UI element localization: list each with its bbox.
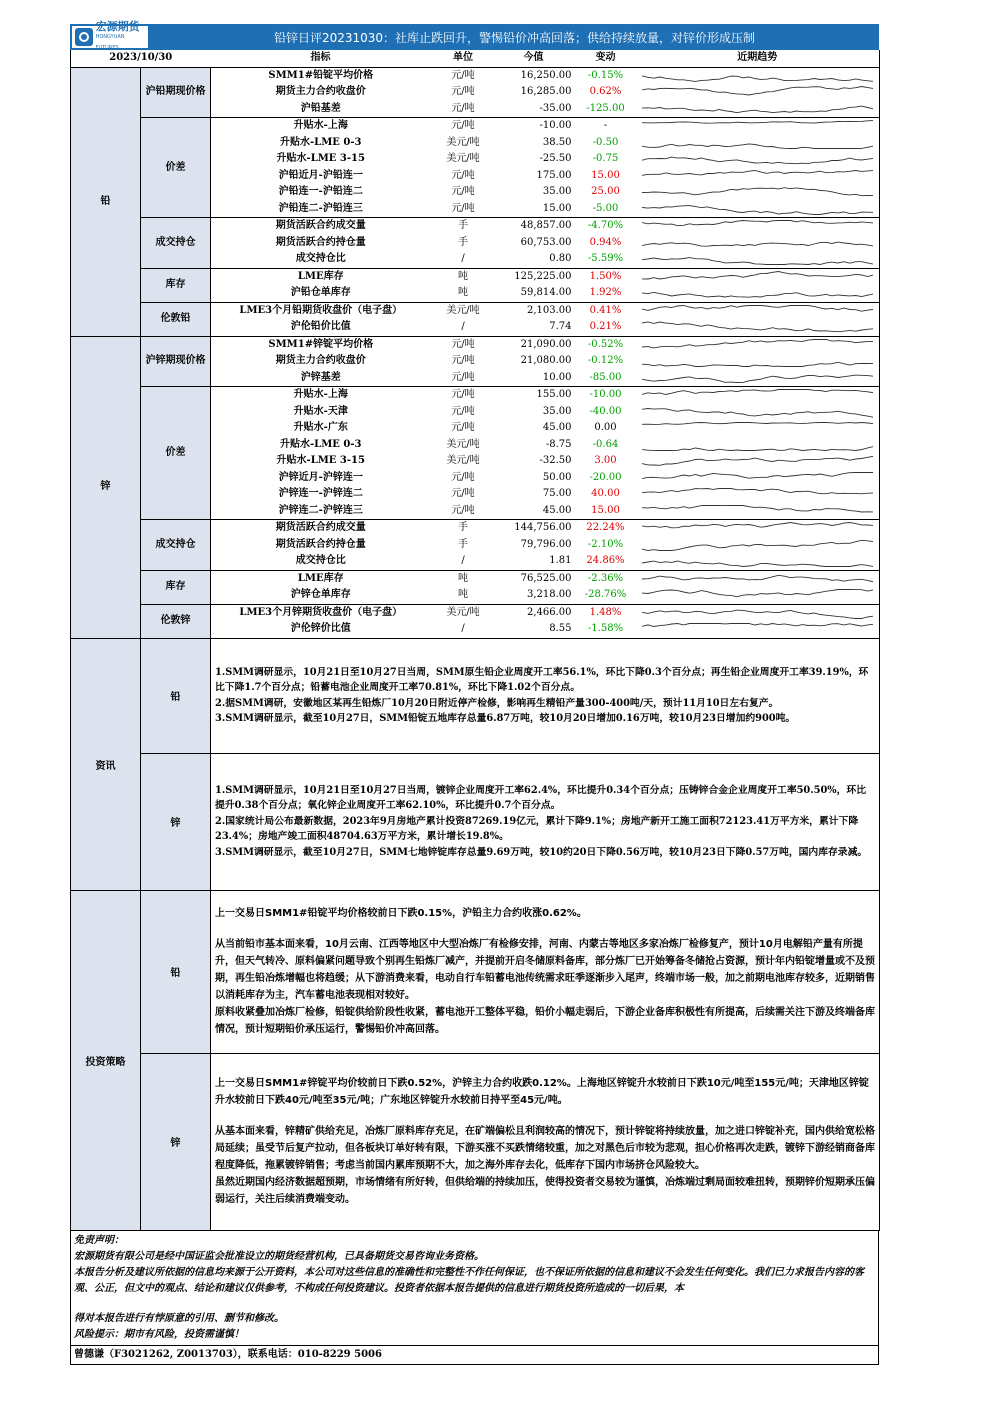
value-cell: -10.00 [539, 120, 572, 132]
trend-cell [636, 470, 880, 487]
trend-sparkline [642, 487, 874, 501]
company-name: 宏源期货 [95, 19, 140, 33]
trend-cell [636, 101, 880, 118]
value-cell: 35.00 [542, 405, 572, 417]
unit-cell: / [431, 621, 496, 638]
trend-cell [636, 168, 880, 185]
company-logo [72, 19, 148, 51]
trend-sparkline [642, 405, 874, 419]
indicator-name: 沪锌连二-沪锌连三 [211, 503, 431, 520]
indicator-name: SMM1#锌锭平均价格 [268, 338, 374, 350]
indicator-name: LME3个月锌期货收盘价（电子盘） [239, 606, 403, 618]
change-cell: -1.58% [576, 621, 636, 638]
category-cell: 锌 [71, 336, 141, 638]
indicator-name: LME库存 [297, 572, 344, 584]
unit-cell: / [431, 319, 496, 336]
news-lead-item: 3.SMM调研显示，截至10月27日，SMM铅锭五地库存总量6.87万吨，较10月20日增加0.16万吨，较10月23日增加约900吨。 [215, 713, 796, 724]
change-cell: 0.94% [589, 236, 622, 248]
change-cell: 15.00 [576, 503, 636, 520]
unit-cell: / [431, 553, 496, 570]
trend-sparkline [642, 304, 874, 318]
trend-cell [636, 319, 880, 336]
value-cell: 10.00 [496, 370, 576, 387]
change-cell: 1.48% [589, 606, 622, 618]
strategy-zinc-label: 锌 [141, 1053, 211, 1230]
value-cell: 16,285.00 [520, 86, 572, 98]
trend-sparkline [642, 169, 874, 183]
unit-cell: 美元/吨 [446, 606, 480, 618]
value-cell: 76,525.00 [520, 572, 572, 584]
trend-sparkline [642, 85, 874, 99]
value-cell: 79,796.00 [520, 538, 572, 550]
change-cell: -0.50 [592, 136, 619, 148]
change-cell: -0.12% [587, 355, 624, 367]
unit-cell: 吨 [458, 572, 468, 584]
indicator-name: 升贴水-上海 [293, 120, 348, 132]
value-cell: 48,857.00 [520, 220, 572, 232]
col-unit: 单位 [431, 50, 496, 67]
news-lead-row [71, 639, 880, 754]
trend-sparkline [642, 119, 874, 133]
strategy-lead-label: 铅 [141, 890, 211, 1053]
trend-cell [636, 420, 880, 437]
strategy-lead-body [211, 890, 880, 1053]
change-cell: 15.00 [591, 169, 620, 181]
change-cell: -28.76% [576, 587, 636, 604]
trend-cell [636, 285, 880, 302]
trend-cell [636, 621, 880, 638]
change-cell: -10.00 [589, 389, 622, 401]
unit-cell: 吨 [458, 270, 468, 282]
unit-cell: 元/吨 [451, 169, 475, 181]
trend-sparkline [642, 538, 874, 552]
strategy-lead-para: 从当前铅市基本面来看，10月云南、江西等地区中大型冶炼厂有检修安排，河南、内蒙古等地区多家冶炼厂检修复产，预计10月电解铅产量有所提升，但天气转冷、原料偏紧问题导致个别再生铅炼厂减产，并提前开启冬储原料备库，部分炼厂已开始筹备冬储抢占资源，预计年内铅锭增量或不及预期，再生铅冶炼增幅也将趋缓；从下游消费来看，电动自行车铅蓄电池传统需求旺季逐渐步入尾声，终端市场一般，加之前期电池库存较多，近期销售以消耗库存为主，汽车蓄电池表现相对较好。 [215, 939, 875, 1001]
trend-sparkline [642, 69, 874, 83]
value-cell: 45.00 [496, 503, 576, 520]
change-cell: 3.00 [594, 455, 617, 467]
indicator-name: 升贴水-LME 3-15 [276, 455, 365, 467]
change-cell: -85.00 [576, 370, 636, 387]
table-row [71, 520, 880, 537]
trend-cell [636, 184, 880, 201]
trend-cell [636, 235, 880, 252]
trend-cell [636, 404, 880, 421]
trend-sparkline [642, 252, 874, 266]
news-table [70, 639, 880, 1231]
unit-cell: 美元/吨 [446, 153, 480, 165]
trend-sparkline [642, 421, 874, 435]
change-cell: -0.15% [587, 69, 624, 81]
change-cell: -5.59% [576, 251, 636, 268]
unit-cell: 元/吨 [451, 120, 475, 132]
report-sheet [70, 19, 879, 1365]
trend-cell [636, 520, 880, 537]
indicator-name: 沪锌近月-沪锌连一 [278, 471, 363, 483]
unit-cell: 元/吨 [451, 186, 475, 198]
unit-cell: 美元/吨 [446, 438, 480, 450]
table-row [71, 302, 880, 319]
group-cell: 价差 [141, 118, 211, 218]
trend-sparkline [642, 202, 874, 216]
table-row [71, 336, 880, 353]
change-cell: -125.00 [576, 101, 636, 118]
trend-sparkline [642, 572, 874, 586]
trend-cell [636, 135, 880, 152]
change-cell: -0.64 [592, 438, 619, 450]
value-cell: -35.00 [496, 101, 576, 118]
trend-sparkline [642, 354, 874, 368]
trend-cell [636, 268, 880, 285]
change-cell: -4.70% [587, 220, 624, 232]
trend-cell [636, 353, 880, 370]
unit-cell: 元/吨 [451, 488, 475, 500]
indicator-name: 升贴水-上海 [293, 389, 348, 401]
unit-cell: 吨 [431, 587, 496, 604]
value-cell: 0.80 [496, 251, 576, 268]
indicator-name: 升贴水-天津 [293, 405, 348, 417]
trend-sparkline [642, 102, 874, 116]
report-date: 2023/10/30 [71, 50, 211, 67]
value-cell: -32.50 [539, 455, 572, 467]
strategy-zinc-para: 虽然近期国内经济数据超预期，市场情绪有所好转，但供给端的持续加压，使得投资者交易较为谨慎，冶炼端过剩局面较难扭转，预期锌价短期承压偏弱运行，关注后续消费端变动。 [215, 1177, 875, 1205]
unit-cell: 元/吨 [431, 503, 496, 520]
unit-cell: 吨 [431, 285, 496, 302]
indicator-name: 升贴水-广东 [293, 422, 348, 434]
unit-cell: 元/吨 [451, 355, 475, 367]
disclaimer-line: 宏源期货有限公司是经中国证监会批准设立的期货经营机构，已具备期货交易咨询业务资格。 [74, 1250, 484, 1262]
report-header [70, 19, 879, 51]
trend-cell [636, 570, 880, 587]
trend-sparkline [642, 504, 874, 518]
indicator-name: 沪锌基差 [211, 370, 431, 387]
indicator-name: 沪铅连一-沪铅连二 [278, 186, 363, 198]
indicator-name: 期货活跃合约持仓量 [275, 236, 366, 248]
indicator-name: 成交持仓比 [211, 553, 431, 570]
col-today: 今值 [496, 50, 576, 67]
change-cell: -20.00 [589, 471, 622, 483]
change-cell: -40.00 [589, 405, 622, 417]
contact-info: 曾德谦（F3021262, Z0013703），联系电话：010-8229 5006 [70, 1346, 879, 1365]
news-lead-item: 2.据SMM调研，安徽地区某再生铅炼厂10月20日附近停产检修，影响再生精铅产量300-400吨/天，预计11月10日左右复产。 [215, 697, 779, 709]
report-title: 铅锌日评20231030：社库止跌回升，警惕铅价冲高回落；供给持续放量，对锌价形成压制 [273, 31, 756, 45]
indicator-name: 期货活跃合约持仓量 [275, 538, 366, 550]
change-cell: 0.21% [576, 319, 636, 336]
indicator-name: 升贴水-LME 3-15 [276, 153, 365, 165]
table-row [71, 118, 880, 135]
group-cell: 库存 [141, 268, 211, 302]
indicator-name: 沪铅连二-沪铅连三 [211, 201, 431, 218]
value-cell: 60,753.00 [520, 236, 572, 248]
trend-cell [636, 251, 880, 268]
trend-sparkline [642, 554, 874, 568]
value-cell: 16,250.00 [520, 69, 572, 81]
unit-cell: 美元/吨 [446, 455, 480, 467]
value-cell: 35.00 [542, 186, 572, 198]
col-change: 变动 [576, 50, 636, 67]
strategy-zinc-para: 从基本面来看，锌精矿供给充足，冶炼厂原料库存充足，在矿端偏松且利润较高的情况下，预计锌锭将持续放量，加之进口锌锭补充，国内供给宽松格局延续；虽受节后复产拉动，但各板块订单好转有限，下游买涨不买跌情绪较重，加之对黑色后市较为悲观，担心价格再次走跌，镀锌下游经销商备库程度降低，拖累镀锌销售；考虑当前国内累库预期不大，加之海外库存去化，低库存下国内市场挤仓风险较大。 [215, 1126, 875, 1171]
news-zinc-row [71, 753, 880, 890]
trend-sparkline [642, 438, 874, 452]
indicator-name: 期货活跃合约成交量 [275, 522, 366, 534]
value-cell: 21,080.00 [520, 355, 572, 367]
change-cell: -2.36% [587, 572, 624, 584]
trend-cell [636, 67, 880, 84]
trend-sparkline [642, 454, 874, 468]
trend-sparkline [642, 338, 874, 352]
trend-cell [636, 336, 880, 353]
trend-sparkline [642, 152, 874, 166]
unit-cell: 元/吨 [451, 405, 475, 417]
value-cell: 21,090.00 [520, 338, 572, 350]
group-cell: 伦敦锌 [141, 604, 211, 638]
change-cell: 1.50% [589, 270, 622, 282]
unit-cell: 元/吨 [451, 422, 475, 434]
value-cell: 144,756.00 [514, 522, 572, 534]
trend-cell [636, 503, 880, 520]
logo-mark-icon [75, 28, 93, 46]
change-cell: 1.92% [576, 285, 636, 302]
change-cell: 24.86% [576, 553, 636, 570]
trend-sparkline [642, 471, 874, 485]
value-cell: 155.00 [536, 389, 572, 401]
value-cell: 2,466.00 [526, 606, 572, 618]
unit-cell: 元/吨 [431, 201, 496, 218]
indicator-name: 升贴水-LME 0-3 [280, 136, 362, 148]
unit-cell: 元/吨 [451, 69, 475, 81]
value-cell: 50.00 [542, 471, 572, 483]
news-zinc-body [211, 753, 880, 890]
trend-sparkline [642, 270, 874, 284]
trend-sparkline [642, 219, 874, 233]
trend-cell [636, 151, 880, 168]
unit-cell: 美元/吨 [446, 304, 480, 316]
trend-sparkline [642, 521, 874, 535]
unit-cell: 手 [458, 236, 468, 248]
change-cell: - [603, 120, 608, 132]
news-lead-item: 1.SMM调研显示，10月21日至10月27日当周，SMM原生铅企业周度开工率56.1%，环比下降0.3个百分点；再生铅企业周度开工率39.19%，环比下降1.7个百分点；铅蓄电池企业周度开工率70.81%，环比下降1.02个百分点。 [215, 666, 869, 693]
trend-cell [636, 302, 880, 319]
disclaimer [70, 1231, 879, 1346]
value-cell: 75.00 [542, 488, 572, 500]
strategy-lead-para: 上一交易日SMM1#铅锭平均价格较前日下跌0.15%，沪铅主力合约收涨0.62%。 [215, 908, 587, 919]
indicator-name: 升贴水-LME 0-3 [280, 438, 362, 450]
trend-cell [636, 370, 880, 387]
trend-cell [636, 218, 880, 235]
unit-cell: 手 [458, 538, 468, 550]
group-cell: 伦敦铅 [141, 302, 211, 336]
change-cell: 22.24% [586, 522, 625, 534]
value-cell: 45.00 [542, 422, 572, 434]
trend-cell [636, 486, 880, 503]
value-cell: 15.00 [496, 201, 576, 218]
indicator-name: 期货主力合约收盘价 [275, 355, 366, 367]
trend-sparkline [642, 136, 874, 150]
col-indicator: 指标 [211, 50, 431, 67]
disclaimer-line: 本报告分析及建议所依据的信息均来源于公开资料，本公司对这些信息的准确性和完整性不作任何保证，也不保证所依据的信息和建议不会发生任何变化。我们已力求报告内容的客观、公正，但文中的观点、结论和建议仅供参考，不构成任何投资建议。投资者依据本报告提供的信息进行期货投资所造成的一切后果，本 [74, 1266, 864, 1294]
market-data-table [70, 50, 880, 639]
group-cell: 成交持仓 [141, 218, 211, 269]
strategy-zinc-body [211, 1053, 880, 1230]
trend-cell [636, 84, 880, 101]
trend-sparkline [642, 286, 874, 300]
table-row [71, 67, 880, 84]
indicator-name: 沪伦铅价比值 [211, 319, 431, 336]
strategy-lead-para: 原料收紧叠加冶炼厂检修，铅锭供给阶段性收紧，蓄电池开工整体平稳，铅价小幅走弱后，下游企业备库积极性有所提高，后续需关注下游及终端备库情况，预计短期铅价承压运行，警惕铅价冲高回落。 [215, 1007, 875, 1035]
trend-sparkline [642, 371, 874, 385]
trend-sparkline [642, 185, 874, 199]
change-cell: -5.00 [576, 201, 636, 218]
news-category: 资讯 [71, 639, 141, 891]
trend-cell [636, 453, 880, 470]
table-row [71, 218, 880, 235]
indicator-name: 成交持仓比 [211, 251, 431, 268]
trend-cell [636, 553, 880, 570]
trend-cell [636, 118, 880, 135]
indicator-name: 期货活跃合约成交量 [275, 220, 366, 232]
change-cell: 0.62% [589, 86, 622, 98]
change-cell: 40.00 [591, 488, 620, 500]
indicator-name: SMM1#铅锭平均价格 [268, 69, 374, 81]
group-cell: 价差 [141, 387, 211, 520]
unit-cell: 元/吨 [451, 338, 475, 350]
trend-cell [636, 537, 880, 554]
news-zinc-label: 锌 [141, 753, 211, 890]
indicator-name: 沪铅仓单库存 [211, 285, 431, 302]
trend-sparkline [642, 622, 874, 636]
indicator-name: 沪伦锌价比值 [211, 621, 431, 638]
indicator-name: 沪锌仓单库存 [211, 587, 431, 604]
table-row [71, 387, 880, 404]
change-cell: 0.41% [589, 304, 622, 316]
group-cell: 成交持仓 [141, 520, 211, 571]
group-cell: 沪锌期现价格 [141, 336, 211, 387]
unit-cell: 元/吨 [451, 471, 475, 483]
change-cell: -0.75 [592, 153, 619, 165]
indicator-name: LME库存 [297, 270, 344, 282]
trend-cell [636, 604, 880, 621]
group-cell: 库存 [141, 570, 211, 604]
strategy-zinc-row [71, 1053, 880, 1230]
disclaimer-line: 得对本报告进行有悖原意的引用、删节和修改。 [74, 1312, 284, 1324]
change-cell: -0.52% [587, 338, 624, 350]
unit-cell: / [431, 251, 496, 268]
value-cell: 38.50 [542, 136, 572, 148]
disclaimer-title: 免责声明： [74, 1234, 124, 1246]
risk-warning: 风险提示：期市有风险，投资需谨慎！ [74, 1328, 244, 1340]
value-cell: 125,225.00 [514, 270, 572, 282]
indicator-name: 期货主力合约收盘价 [275, 86, 366, 98]
trend-cell [636, 437, 880, 454]
change-cell: 0.00 [594, 422, 617, 434]
col-trend: 近期趋势 [636, 50, 880, 67]
value-cell: 7.74 [496, 319, 576, 336]
news-zinc-item: 2.国家统计局公布最新数据，2023年9月房地产累计投资87269.19亿元，累计下降9.1%；房地产新开工施工面积72123.41万平方米，累计下降23.4%；房地产竣工面积48704.63万平方米，累计增长19.8%。 [215, 815, 859, 843]
unit-cell: 元/吨 [451, 86, 475, 98]
trend-sparkline [642, 388, 874, 402]
trend-sparkline [642, 606, 874, 620]
unit-cell: 元/吨 [431, 370, 496, 387]
trend-sparkline [642, 236, 874, 250]
unit-cell: 美元/吨 [446, 136, 480, 148]
value-cell: 59,814.00 [496, 285, 576, 302]
news-zinc-item: 1.SMM调研显示，10月21日至10月27日当周，镀锌企业周度开工率62.4%，环比提升0.34个百分点；压铸锌合金企业周度开工率50.50%，环比提升0.38个百分点；氧化锌企业周度开工率62.10%，环比提升0.7个百分点。 [215, 784, 866, 812]
news-lead-label: 铅 [141, 639, 211, 754]
value-cell: 8.55 [496, 621, 576, 638]
unit-cell: 手 [458, 220, 468, 232]
group-cell: 沪铅期现价格 [141, 67, 211, 118]
strategy-lead-row [71, 890, 880, 1053]
table-row [71, 570, 880, 587]
unit-cell: 手 [458, 522, 468, 534]
value-cell: -25.50 [539, 153, 572, 165]
table-row [71, 268, 880, 285]
trend-sparkline [642, 588, 874, 602]
indicator-name: 沪铅近月-沪铅连一 [278, 169, 363, 181]
column-header-row [71, 50, 880, 67]
strategy-zinc-para: 上一交易日SMM1#锌锭平均价较前日下跌0.52%，沪锌主力合约收跌0.12%。上海地区锌锭升水较前日下跌10元/吨至155元/吨；天津地区锌锭升水较前日下跌40元/吨至35元/吨；广东地区锌锭升水较前日持平至45元/吨。 [215, 1078, 869, 1106]
news-zinc-item: 3.SMM调研显示，截至10月27日，SMM七地锌锭库存总量9.69万吨，较10约20日下降0.56万吨，较10月23日下降0.57万吨，国内库存录减。 [215, 846, 868, 858]
trend-sparkline [642, 320, 874, 334]
unit-cell: 元/吨 [451, 389, 475, 401]
strategy-category: 投资策略 [71, 890, 141, 1230]
news-lead-body [211, 639, 880, 754]
value-cell: 1.81 [496, 553, 576, 570]
trend-cell [636, 387, 880, 404]
trend-cell [636, 201, 880, 218]
company-sub: HONGYUAN FUTURES [95, 33, 125, 51]
indicator-name: 沪锌连一-沪锌连二 [278, 488, 363, 500]
value-cell: -8.75 [545, 438, 572, 450]
category-cell: 铅 [71, 67, 141, 336]
value-cell: 175.00 [536, 169, 572, 181]
indicator-name: LME3个月铅期货收盘价（电子盘） [239, 304, 403, 316]
table-row [71, 604, 880, 621]
value-cell: 2,103.00 [526, 304, 572, 316]
trend-cell [636, 587, 880, 604]
unit-cell: 元/吨 [431, 101, 496, 118]
value-cell: 3,218.00 [496, 587, 576, 604]
change-cell: -2.10% [587, 538, 624, 550]
change-cell: 25.00 [591, 186, 620, 198]
indicator-name: 沪铅基差 [211, 101, 431, 118]
